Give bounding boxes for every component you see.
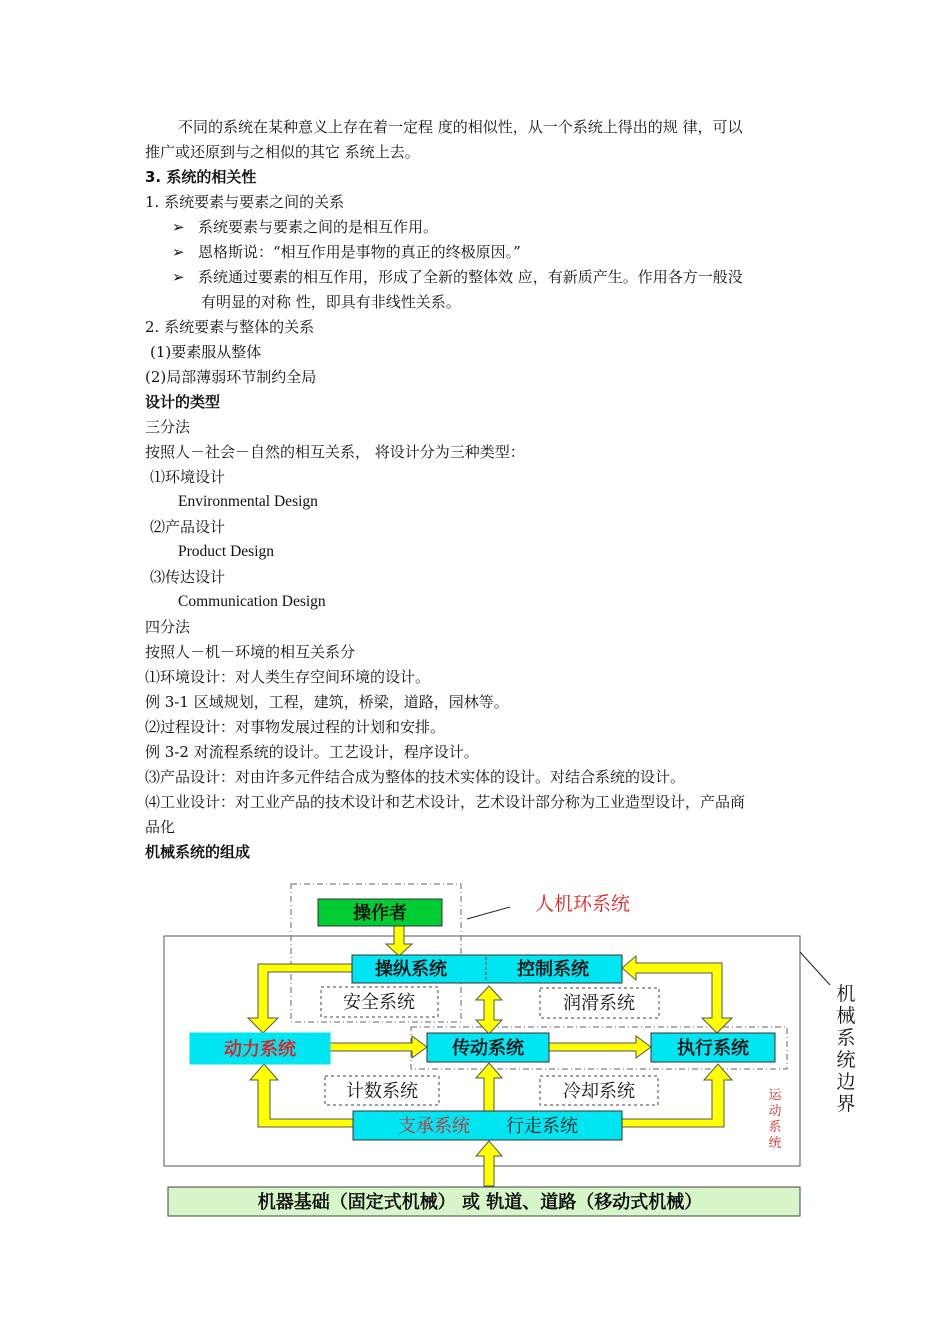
vertical-char: 统: [768, 1136, 782, 1151]
arrow-bullet-icon: ➢: [172, 268, 185, 286]
vertical-char: 系: [836, 1027, 856, 1049]
cool-label: 冷却系统: [563, 1081, 635, 1102]
english-term: Communication Design: [178, 593, 326, 610]
power-label: 动力系统: [224, 1039, 296, 1060]
arrow-bullet-icon: ➢: [172, 218, 185, 236]
list-item: ⑵过程设计：对事物发展过程的计划和安排。: [145, 718, 446, 736]
lubric-label: 润滑系统: [563, 993, 635, 1014]
arrow-support-to-exec: [622, 1064, 732, 1127]
arrow-support-to-power: [250, 1064, 353, 1127]
example-line: 例 3-1 区域规划，工程，建筑，桥梁，道路，园林等。: [145, 693, 509, 711]
section-heading: 设计的类型: [145, 393, 221, 411]
support-walk-box: [353, 1111, 622, 1140]
vertical-char: 动: [768, 1104, 782, 1119]
arrow-operator-down: [386, 926, 412, 956]
list-item: ⑶传达设计: [150, 568, 226, 586]
bullet-text: 系统通过要素的相互作用，形成了全新的整体效 应，有新质产生。作用各方一般没: [198, 268, 743, 286]
subsection-title: 2. 系统要素与整体的关系: [145, 318, 315, 336]
paragraph-line: 不同的系统在某种意义上存在着一定程 度的相似性，从一个系统上得出的规 律，可以: [178, 118, 743, 136]
manip-label: 操纵系统: [375, 959, 447, 980]
bullet-text: 系统要素与要素之间的是相互作用。: [198, 218, 439, 236]
list-item: ⑴环境设计：对人类生存空间环境的设计。: [145, 668, 431, 686]
subsection-title: 1. 系统要素与要素之间的关系: [145, 193, 345, 211]
hme-pointer-line: [467, 907, 510, 919]
list-item: ⑶产品设计：对由许多元件结合成为整体的技术实体的设计。对结合系统的设计。: [145, 768, 686, 786]
support-label: 支承系统: [398, 1116, 470, 1137]
walk-label: 行走系统: [506, 1116, 578, 1137]
vertical-char: 统: [836, 1049, 856, 1071]
vertical-char: 边: [836, 1071, 856, 1093]
arrow-trans-to-exec: [549, 1036, 651, 1058]
paragraph-line: 品化: [145, 818, 176, 836]
english-term: Product Design: [178, 543, 275, 560]
hme-label: 人机环系统: [535, 893, 631, 915]
operator-label: 操作者: [353, 903, 407, 924]
safety-label: 安全系统: [343, 992, 415, 1013]
boundary-label: [836, 983, 855, 1115]
paragraph-line: 三分法: [145, 418, 191, 436]
paragraph-line: 按照人－机－环境的相互关系分: [145, 643, 356, 661]
boundary-pointer-line: [800, 952, 830, 985]
arrow-power-to-trans: [330, 1036, 427, 1058]
arrow-support-to-trans: [476, 1063, 502, 1113]
bullet-continuation: 有明显的对称 性，即具有非线性关系。: [201, 293, 461, 311]
bullet-text: 恩格斯说：“相互作用是事物的真正的终极原因。”: [198, 243, 521, 261]
section-heading: 3. 系统的相关性: [145, 168, 257, 186]
control-label: 控制系统: [517, 959, 589, 980]
motion-label: [768, 1088, 782, 1151]
example-line: 例 3-2 对流程系统的设计。工艺设计，程序设计。: [145, 743, 479, 761]
arrow-control-exec-loop: [622, 956, 732, 1033]
paragraph-line: 推广或还原到与之相似的其它 系统上去。: [145, 143, 420, 161]
list-item: ⑴环境设计: [150, 468, 226, 486]
trans-label: 传动系统: [452, 1038, 524, 1059]
vertical-char: 界: [836, 1093, 856, 1115]
arrow-manip-to-power: [248, 964, 352, 1033]
paragraph-line: 四分法: [145, 618, 191, 636]
vertical-char: 械: [836, 1005, 856, 1027]
exec-label: 执行系统: [677, 1038, 749, 1059]
section-heading: 机械系统的组成: [145, 843, 251, 861]
vertical-char: 运: [768, 1088, 782, 1103]
list-item: (1)要素服从整体: [150, 343, 262, 361]
list-item: ⑷工业设计：对工业产品的技术设计和艺术设计，艺术设计部分称为工业造型设计，产品商: [145, 793, 746, 811]
count-label: 计数系统: [346, 1081, 418, 1102]
base-label: 机器基础（固定式机械） 或 轨道、道路（移动式机械）: [257, 1192, 703, 1213]
english-term: Environmental Design: [178, 493, 318, 510]
arrow-bullet-icon: ➢: [172, 243, 185, 261]
vertical-char: 机: [836, 983, 856, 1005]
vertical-char: 系: [768, 1120, 782, 1135]
list-item: ⑵产品设计: [150, 518, 226, 536]
paragraph-line: 按照人－社会－自然的相互关系， 将设计分为三种类型：: [145, 443, 525, 461]
arrow-base-to-support: [476, 1141, 502, 1186]
list-item: (2)局部薄弱环节制约全局: [145, 368, 317, 386]
